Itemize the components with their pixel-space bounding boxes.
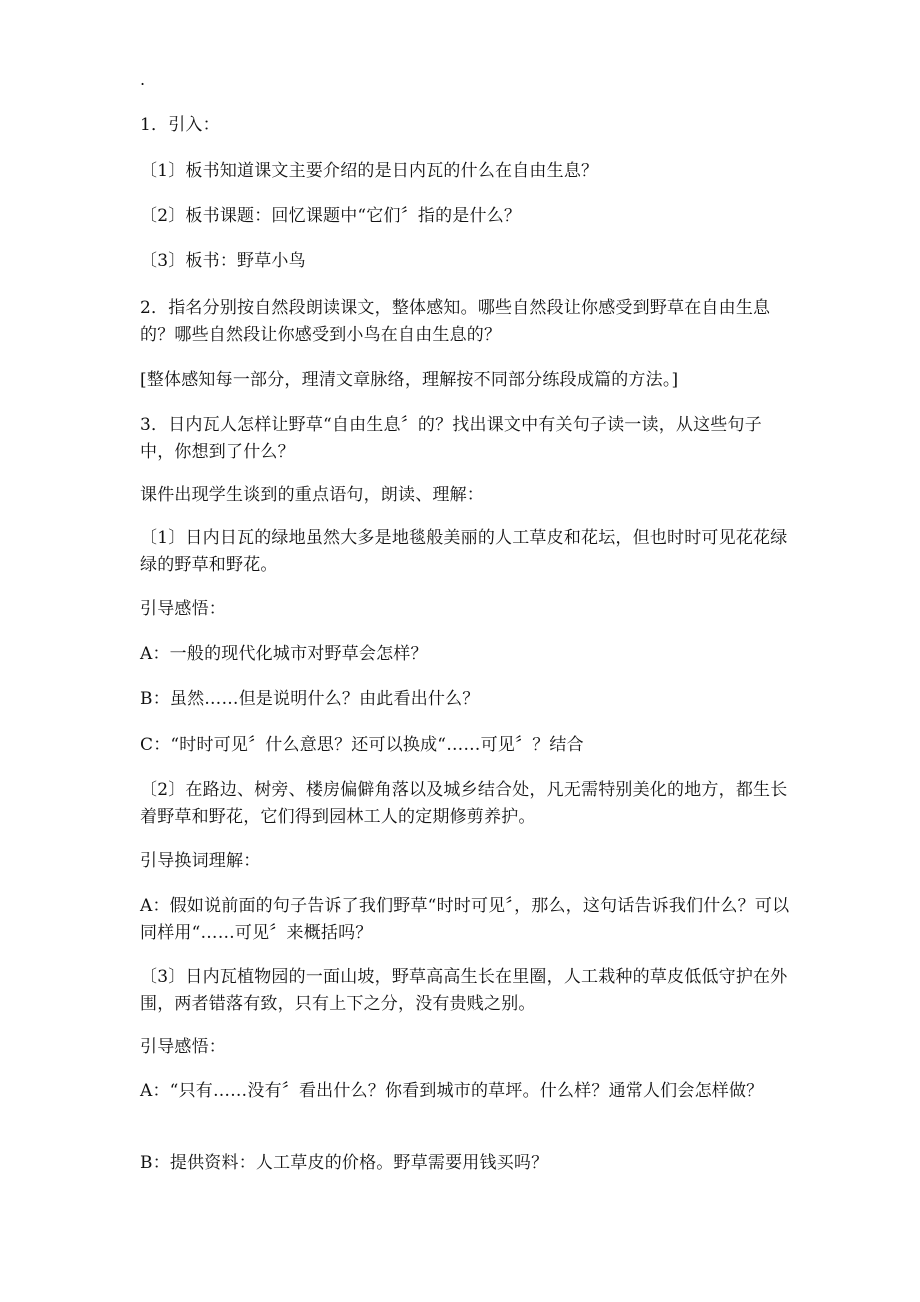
paragraph-quote-1: 〔1〕日内日瓦的绿地虽然大多是地毯般美丽的人工草皮和花坛，但也时时可见花花绿绿的野草和野花。 — [140, 528, 788, 575]
paragraph-section-2: 2．指名分别按自然段朗读课文，整体感知。哪些自然段让你感受到野草在自由生息的？哪些自然段让你感受到小鸟在自由生息的？ — [140, 298, 771, 345]
paragraph-quote-3: 〔3〕日内瓦植物园的一面山坡，野草高高生长在里圈，人工栽种的草皮低低守护在外围，两者错落有致，只有上下之分，没有贵贱之别。 — [140, 967, 788, 1014]
paragraph-note: [整体感知每一部分，理清文章脉络，理解按不同部分练段成篇的方法。] — [140, 370, 679, 390]
paragraph-item-3: 〔3〕板书：野草小鸟 — [140, 251, 306, 271]
paragraph-question-c1: C：“时时可见〞什么意思？还可以换成“……可见〞？结合 — [140, 735, 584, 755]
paragraph-question-a2: A：假如说前面的句子告诉了我们野草“时时可见〞，那么，这句话告诉我们什么？可以同样用“……可见〞来概括吗？ — [140, 896, 790, 943]
paragraph-guide-2: 引导换词理解： — [140, 851, 261, 871]
paragraph-question-b3: B：提供资料：人工草皮的价格。野草需要用钱买吗？ — [140, 1153, 549, 1173]
paragraph-courseware: 课件出现学生谈到的重点语句，朗读、理解： — [140, 485, 484, 505]
paragraph-section-3: 3．日内瓦人怎样让野草“自由生息〞的？找出课文中有关句子读一读，从这些句子中，你想到了什么？ — [140, 415, 762, 462]
paragraph-question-b1: B：虽然……但是说明什么？由此看出什么？ — [140, 689, 480, 709]
paragraph-guide-3: 引导感悟： — [140, 1037, 226, 1057]
paragraph-item-1: 〔1〕板书知道课文主要介绍的是日内瓦的什么在自由生息？ — [140, 161, 599, 181]
paragraph-question-a1: A：一般的现代化城市对野草会怎样？ — [140, 644, 428, 664]
paragraph-quote-2: 〔2〕在路边、树旁、楼房偏僻角落以及城乡结合处，凡无需特别美化的地方，都生长着野草和野花，它们得到园林工人的定期修剪养护。 — [140, 780, 788, 827]
paragraph-item-2: 〔2〕板书课题：回忆课题中“它们〞指的是什么？ — [140, 206, 522, 226]
paragraph-guide-1: 引导感悟： — [140, 599, 226, 619]
section-heading-intro: 1．引入： — [140, 115, 220, 135]
paragraph-question-a3: A：“只有……没有〞看出什么？你看到城市的草坪。什么样？通常人们会怎样做？ — [140, 1081, 764, 1101]
top-mark: . — [140, 70, 146, 89]
